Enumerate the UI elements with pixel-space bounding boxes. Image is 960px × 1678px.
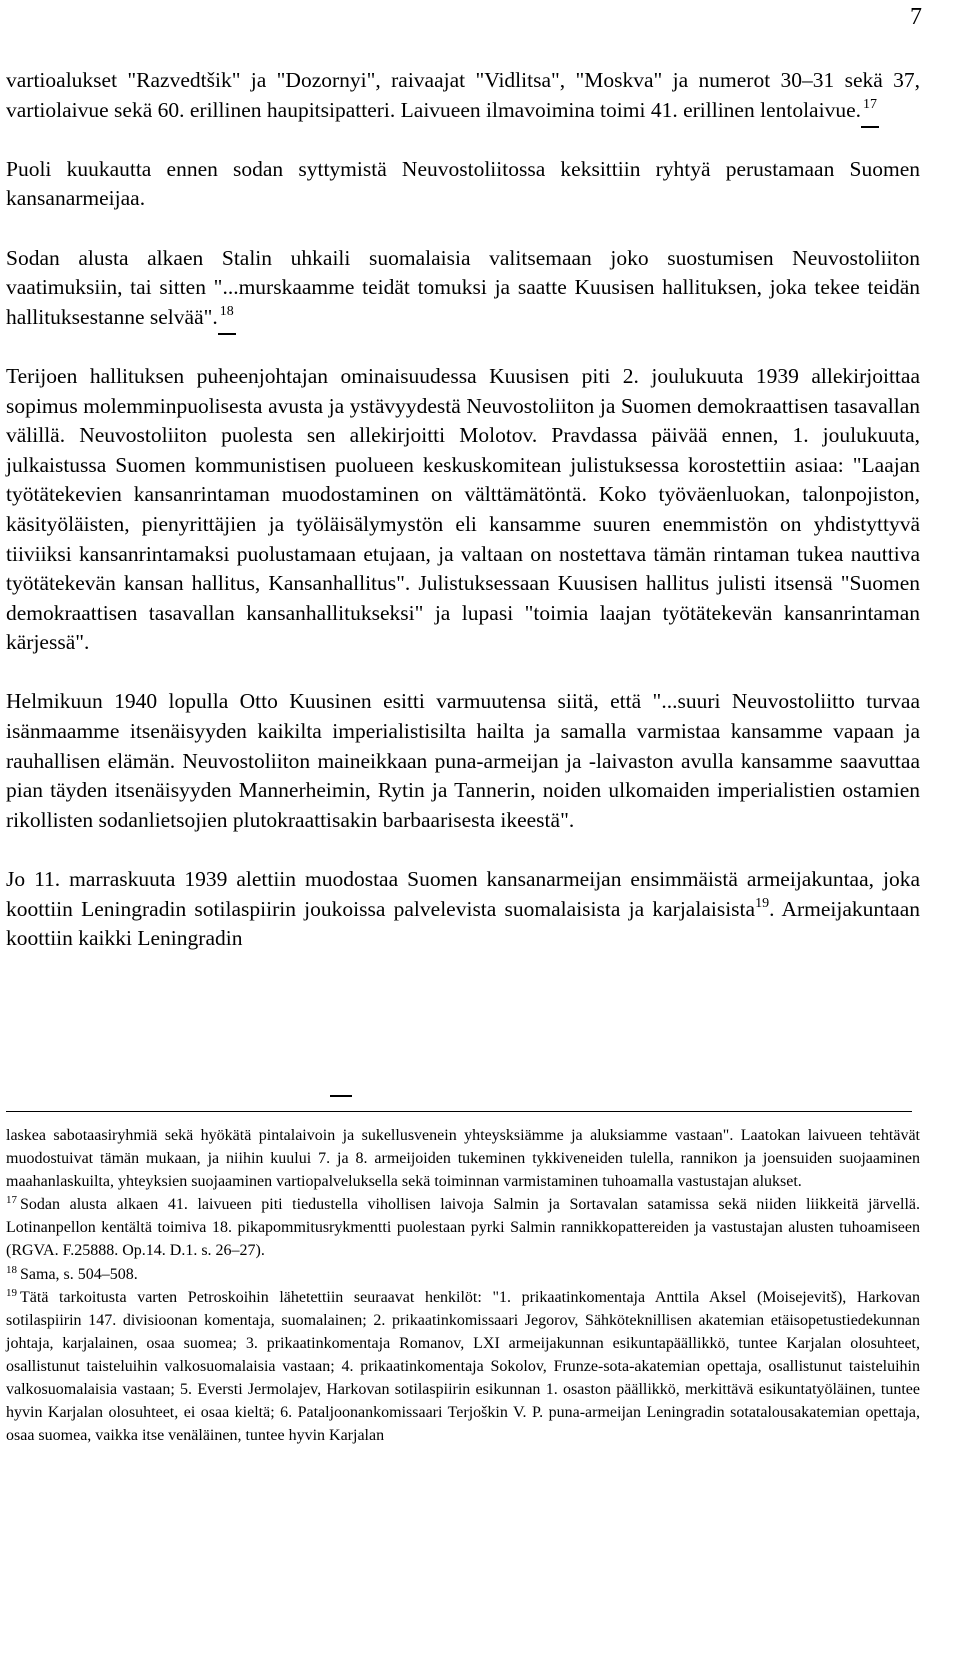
paragraph-6: [6, 865, 920, 954]
footnote-18-text: Sama, s. 504–508.: [20, 1265, 138, 1283]
paragraph-1: [6, 66, 920, 125]
footnote-19-text: Tätä tarkoitusta varten Petroskoihin lähetettiin seuraavat henkilöt: "1. prikaatinkomentaja Anttila Aksel (Moisejevitš), Harkovan sotilaspiirin 147. divisioonan komentaja, suomalainen; 2. prikaatinkomissaari Jegorov, Sähköteknillisen akatemian etäisopetustiedekunnan johtaja, karjalainen, osaa suomea; 3. prikaatinkomentaja Romanov, LXI armeijakunnan esikuntapäällikkö, tuntee Karjalan olosuhteet, osallistunut taisteluihin valkosuomalaisia vastaan; 4. prikaatinkomentaja Sokolov, Frunze-sota-akatemian opettaja, osallistunut taisteluihin valkosuomalaisia vastaan; 5. Eversti Jermolajev, Harkovan sotilaspiirin esikunnan 1. osaston päällikkö, merkittävä esikuntatyöläinen, tuntee hyvin Karjalan olosuhteet, ei osaa kieltä; 6. Pataljoonankomissaari Terjoškin V. P. puna-armeijan Leningradin sotatalousakatemian opettaja, osaa suomea, vaikka itse venäläinen, tuntee hyvin Karjalan: [6, 1288, 920, 1445]
paragraph-4: Terijoen hallituksen puheenjohtajan ominaisuudessa Kuusisen piti 2. joulukuuta 1939 allekirjoittaa sopimus molemminpuolisesta avusta ja ystävyydestä Neuvostoliiton ja Suomen demokraattisen tasavallan välillä. Neuvostoliiton puolesta sen allekirjoitti Molotov. Pravdassa päivää ennen, 1. joulukuuta, julkaistussa Suomen kommunistisen puolueen keskuskomitean julistuksessa korostettiin asiaa: "Laajan työtätekevien kansanrintaman muodostaminen on välttämätöntä. Koko työväenluokan, talonpojiston, käsityöläisten, pienyrittäjien ja työläisälymystön eli kansamme suuren enemmistön on yhdistyttyvä tiiviiksi kansanrintamaksi puolustamaan etujaan, ja valtaan on nostettava tämän rintaman tukea nauttiva työtätekevän kansan hallitus, Kansanhallitus". Julistuksessaan Kuusisen hallitus julisti itsensä "Suomen demokraattisen tasavallan kansanhallitukseksi" ja lupasi "toimia laajan työtätekevän kansanrintaman kärjessä".: [6, 363, 920, 655]
paragraph-3-text: Sodan alusta alkaen Stalin uhkaili suomalaisia valitsemaan joko suostumisen Neuvostoliiton vaatimuksiin, tai sitten "...murskaamme teidät tomuksi ja saatte Kuusisen hallituksen, joka tekee teidän hallituksestanne selvää".: [6, 245, 920, 329]
footnote-ref-17[interactable]: 17: [861, 97, 879, 128]
footnote-18: [6, 1263, 920, 1286]
paragraph-6-text-start: Jo 11. marraskuuta 1939 alettiin muodostaa Suomen kansanarmeijan ensimmäistä armeijakuntaa, joka koottiin Leningradin sotilaspiirin joukoissa palvelevista suomalaisista ja karjalaisista: [6, 867, 920, 921]
footnote-ref-19[interactable]: 19: [755, 895, 770, 911]
page-number: 7: [910, 4, 922, 30]
footnote-continuation: laskea sabotaasiryhmiä sekä hyökätä pintalaivoin ja sukellusvenein yhteysksiämme ja aluksiamme vastaan". Laatokan laivueen tehtävät muodostuivat tämän mukaan, ja niihin kuului 7. ja 8. armeijoiden tukeminen tykkiveneiden tulella, rannikon ja joensuiden suojaaminen maahanlaskuilta, yhteyksien suojaaminen vartiopalveluksella sekä toiminnan varmistaminen tuhoamalla vastustajan alukset.: [6, 1127, 920, 1191]
footnote-19: [6, 1286, 920, 1448]
footnote-18-number: 18: [6, 1263, 17, 1276]
paragraph-2: Puoli kuukautta ennen sodan syttymistä Neuvostoliitossa keksittiin ryhtyä perustamaan Suomen kansanarmeijaa.: [6, 156, 920, 211]
footnote-ref-18[interactable]: 18: [218, 304, 236, 335]
footnote-17-text: Sodan alusta alkaen 41. laivueen piti tiedustella vihollisen laivoja Salmin ja Sortavalan satamissa sekä niiden liikkeitä järvellä. Lotinanpellon kentältä toimiva 18. pikapommitusrykmentti puolestaan pyrki Salmin rannikkopattereiden ja vastustajan alusten tuhoamiseen (RGVA. F.25888. Op.14. D.1. s. 26–27).: [6, 1196, 920, 1260]
footnote-separator: [6, 1111, 912, 1112]
footnote-17: [6, 1193, 920, 1262]
footnotes: [6, 1124, 920, 1447]
paragraph-1-text: vartioalukset "Razvedtšik" ja "Dozornyi", raivaajat "Vidlitsa", "Moskva" ja numerot 30–31 sekä 37, vartiolaivue sekä 60. erillinen haupitsipatteri. Laivueen ilmavoimina toimi 41. erillinen lentolaivue.: [6, 68, 920, 122]
paragraph-6-text-end: . Armeijakuntaan koottiin kaikki Leningradin: [6, 896, 920, 951]
main-text: [6, 66, 920, 954]
paragraph-3: [6, 244, 920, 333]
footnote-17-number: 17: [6, 1194, 17, 1207]
footnote-ref-19-underline: [330, 1095, 352, 1097]
paragraph-5: Helmikuun 1940 lopulla Otto Kuusinen esitti varmuutensa siitä, että "...suuri Neuvostoliitto turvaa isänmaamme itsenäisyyden kaikilta imperialistisilta hailta ja samalla varmistaa kansamme vapaan ja rauhallisen elämän. Neuvostoliiton maineikkaan puna-armeijan ja -laivaston avulla kansamme saavuttaa pian täyden itsenäisyyden Mannerheimin, Rytin ja Tannerin, noiden ulkomaiden imperialistien ostamien rikollisten sodanlietsojien plutokraattisakin barbaarisesta ikeestä".: [6, 689, 920, 832]
footnote-19-number: 19: [6, 1286, 17, 1299]
